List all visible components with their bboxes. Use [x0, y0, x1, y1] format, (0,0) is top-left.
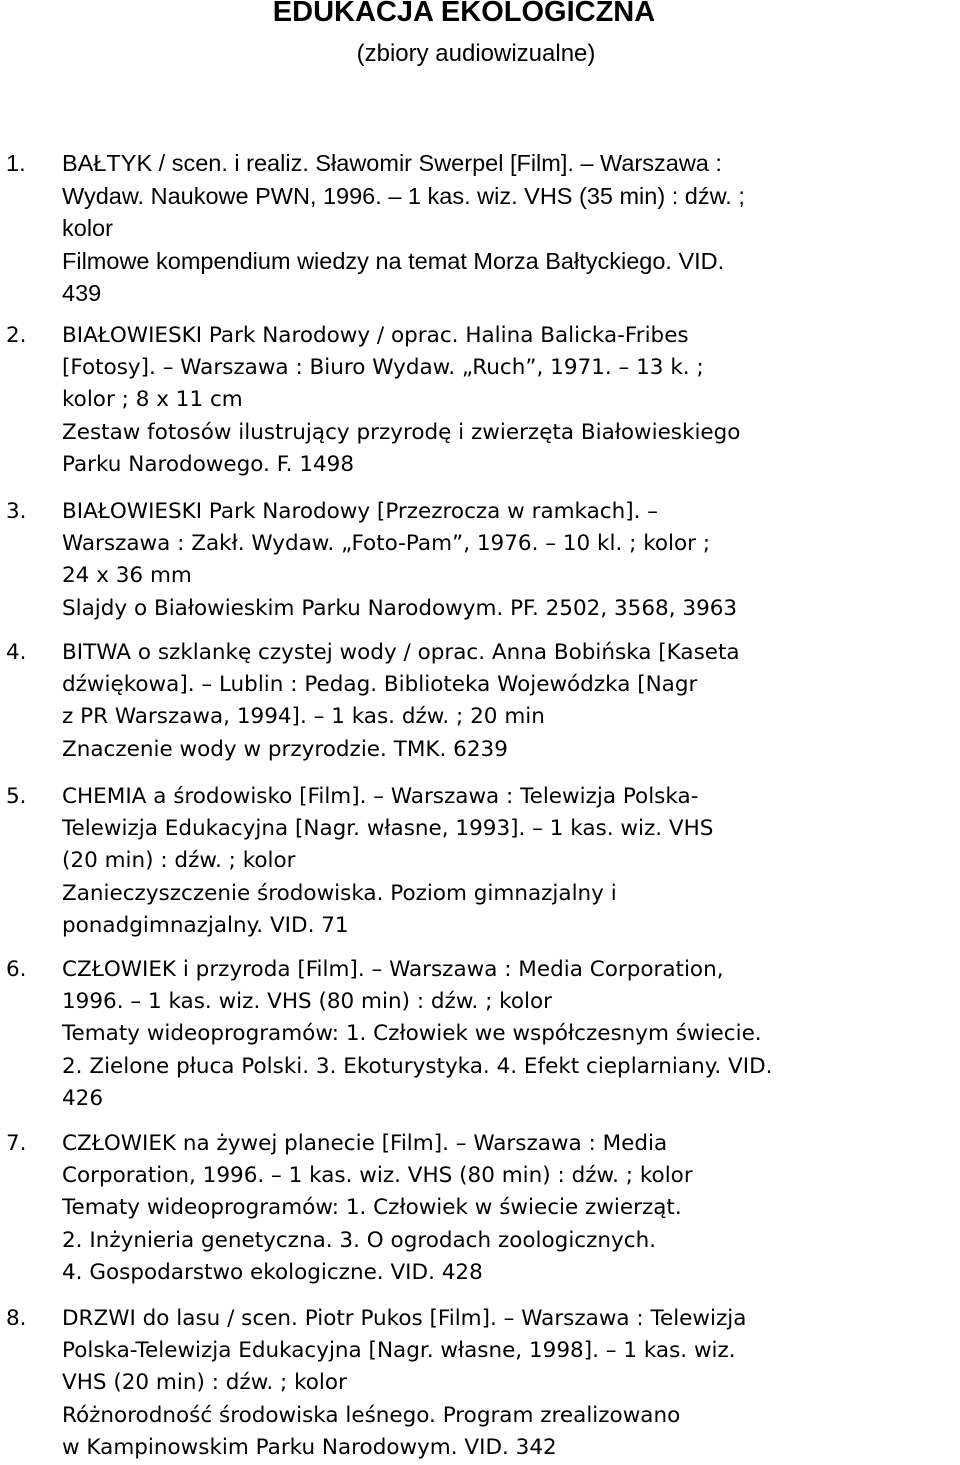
- entry-line: 1996. – 1 kas. wiz. VHS (80 min) : dźw. ; kolor: [62, 989, 552, 1015]
- entry-line: VHS (20 min) : dźw. ; kolor: [62, 1370, 347, 1396]
- catalog-entry: [6, 1128, 942, 1289]
- entry-line: dźwiękowa]. – Lublin : Pedag. Biblioteka Wojewódzka [Nagr: [62, 672, 698, 698]
- entry-line: 426: [62, 1085, 104, 1111]
- entry-line: CHEMIA a środowisko [Film]. – Warszawa : Telewizja Polska-: [62, 784, 699, 809]
- entry-line: DRZWI do lasu / scen. Piotr Pukos [Film]. – Warszawa : Telewizja: [62, 1306, 747, 1331]
- entry-line: Znaczenie wody w przyrodzie. TMK. 6239: [62, 736, 508, 762]
- entry-number: 4.: [6, 640, 27, 665]
- entry-line: Corporation, 1996. – 1 kas. wiz. VHS (80 min) : dźw. ; kolor: [62, 1163, 693, 1189]
- entry-line: Wydaw. Naukowe PWN, 1996. – 1 kas. wiz. VHS (35 min) : dźw. ;: [62, 182, 745, 209]
- entry-line: Tematy wideoprogramów: 1. Człowiek we współczesnym świecie.: [62, 1021, 762, 1047]
- entry-number: 6.: [6, 957, 27, 982]
- catalog-entry: [6, 954, 942, 1115]
- entry-line: Zestaw fotosów ilustrujący przyrodę i zwierzęta Białowieskiego: [62, 419, 741, 445]
- entry-line: 4. Gospodarstwo ekologiczne. VID. 428: [62, 1259, 483, 1285]
- entry-line: CZŁOWIEK na żywej planecie [Film]. – Warszawa : Media: [62, 1131, 668, 1156]
- entry-line: (20 min) : dźw. ; kolor: [62, 848, 296, 874]
- entry-number: 1.: [6, 150, 26, 176]
- entry-line: z PR Warszawa, 1994]. – 1 kas. dźw. ; 20 min: [62, 704, 545, 730]
- catalog-entry: [6, 637, 942, 766]
- catalog-entry: [6, 320, 942, 481]
- catalog-entry: [6, 1303, 942, 1464]
- entry-line: Różnorodność środowiska leśnego. Program zrealizowano: [62, 1402, 681, 1428]
- entry-line: Filmowe kompendium wiedzy na temat Morza Bałtyckiego. VID.: [62, 247, 725, 274]
- page-subtitle: (zbiory audiowizualne): [356, 40, 596, 67]
- entry-line: 24 x 36 mm: [62, 563, 192, 589]
- entry-number: 7.: [6, 1131, 27, 1156]
- entry-line: kolor: [62, 215, 113, 242]
- entry-line: 2. Zielone płuca Polski. 3. Ekoturystyka. 4. Efekt cieplarniany. VID.: [62, 1053, 773, 1079]
- catalog-entry: [6, 781, 942, 942]
- entry-line: BIAŁOWIESKI Park Narodowy [Przezrocza w ramkach]. –: [62, 499, 659, 524]
- entry-line: w Kampinowskim Parku Narodowym. VID. 342: [62, 1434, 557, 1460]
- entry-line: Parku Narodowego. F. 1498: [62, 451, 355, 477]
- entry-line: Tematy wideoprogramów: 1. Człowiek w świecie zwierząt.: [62, 1195, 682, 1221]
- entry-line: Telewizja Edukacyjna [Nagr. własne, 1993]. – 1 kas. wiz. VHS: [62, 816, 714, 842]
- entry-line: 439: [62, 280, 102, 307]
- entry-number: 8.: [6, 1306, 27, 1331]
- page-title: EDUKACJA EKOLOGICZNA: [272, 0, 656, 28]
- entry-line: 2. Inżynieria genetyczna. 3. O ogrodach zoologicznych.: [62, 1227, 657, 1253]
- entry-number: 5.: [6, 784, 27, 809]
- entry-line: Warszawa : Zakł. Wydaw. „Foto-Pam”, 1976. – 10 kl. ; kolor ;: [62, 531, 711, 557]
- entry-line: BITWA o szklankę czystej wody / oprac. Anna Bobińska [Kaseta: [62, 640, 740, 665]
- entry-number: 2.: [6, 323, 27, 348]
- entry-line: kolor ; 8 x 11 cm: [62, 387, 243, 413]
- entry-number: 3.: [6, 499, 27, 524]
- catalog-entry: [6, 147, 942, 310]
- entry-line: ponadgimnazjalny. VID. 71: [62, 912, 349, 938]
- entry-line: Polska-Telewizja Edukacyjna [Nagr. własne, 1998]. – 1 kas. wiz.: [62, 1338, 736, 1364]
- entry-line: Zanieczyszczenie środowiska. Poziom gimnazjalny i: [62, 880, 617, 906]
- catalog-entry: [6, 496, 942, 625]
- entry-line: CZŁOWIEK i przyroda [Film]. – Warszawa : Media Corporation,: [62, 957, 724, 982]
- entry-line: BIAŁOWIESKI Park Narodowy / oprac. Halina Balicka-Fribes: [62, 323, 689, 348]
- entry-line: [Fotosy]. – Warszawa : Biuro Wydaw. „Ruch”, 1971. – 13 k. ;: [62, 355, 704, 381]
- entry-line: BAŁTYK / scen. i realiz. Sławomir Swerpel [Film]. – Warszawa :: [62, 150, 722, 176]
- entry-line: Slajdy o Białowieskim Parku Narodowym. PF. 2502, 3568, 3963: [62, 595, 738, 621]
